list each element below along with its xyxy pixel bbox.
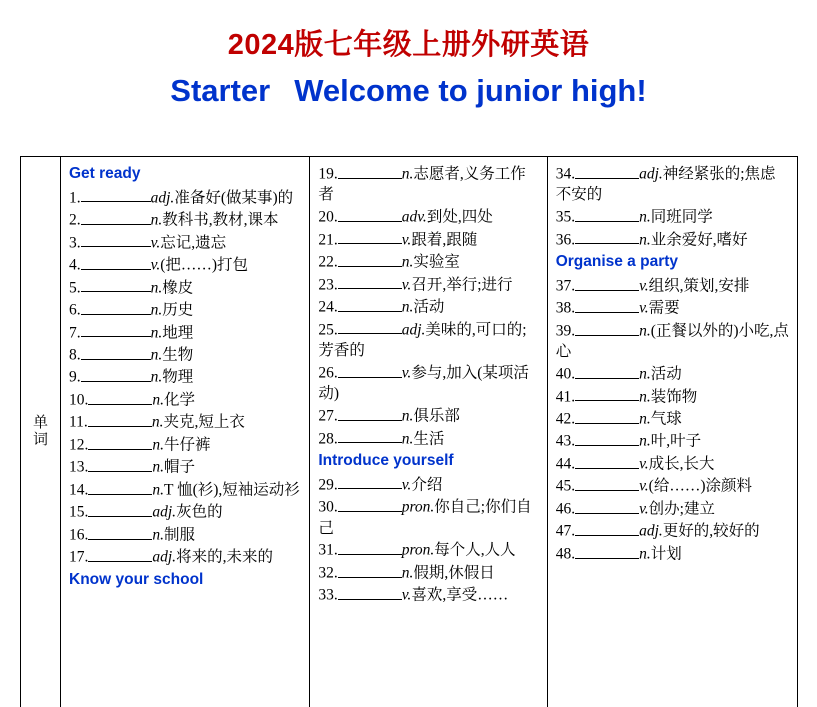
- entry-number: 31.: [318, 542, 338, 560]
- vocab-entry: [318, 405, 540, 427]
- entry-part-of-speech: n.: [639, 231, 651, 249]
- entry-part-of-speech: adj.: [639, 165, 663, 183]
- page-title-sub-starter: Starter: [170, 73, 271, 108]
- entry-number: 41.: [555, 388, 576, 406]
- entry-part-of-speech: v.: [639, 300, 649, 318]
- entry-chinese-meaning: 召开,举行;进行: [411, 276, 513, 294]
- vocab-entry: [318, 206, 540, 228]
- vocab-entry: [318, 163, 540, 206]
- vocab-entry: [556, 320, 791, 363]
- entry-part-of-speech: pron.: [401, 542, 435, 560]
- vocab-entry: [69, 322, 303, 344]
- entry-number: 9.: [69, 369, 81, 387]
- entry-part-of-speech: n.: [639, 388, 651, 406]
- entry-answer-blank[interactable]: [575, 475, 639, 491]
- entry-chinese-meaning: 成长,长大: [648, 455, 715, 473]
- entry-number: 2.: [69, 211, 81, 229]
- entry-part-of-speech: v.: [639, 455, 649, 473]
- entry-chinese-meaning: 志愿者,义务工作者: [318, 165, 526, 204]
- entry-part-of-speech: v.: [401, 476, 412, 494]
- entry-answer-blank[interactable]: [338, 539, 402, 555]
- entry-part-of-speech: n.: [401, 253, 414, 271]
- entry-number: 17.: [69, 549, 89, 567]
- entry-answer-blank[interactable]: [88, 456, 152, 472]
- vocab-entry: [318, 562, 540, 584]
- entry-number: 46.: [555, 500, 576, 518]
- entry-answer-blank[interactable]: [88, 434, 152, 450]
- entry-number: 26.: [318, 364, 338, 382]
- vocab-entry: [69, 501, 303, 523]
- vocab-entry: [69, 232, 303, 254]
- entry-chinese-meaning: 活动: [650, 365, 682, 383]
- section-heading: Get ready: [69, 165, 141, 182]
- entry-part-of-speech: n.: [150, 346, 163, 364]
- page-title-sub-welcome: Welcome to junior high!: [294, 73, 647, 108]
- entry-answer-blank[interactable]: [575, 408, 639, 424]
- entry-part-of-speech: n.: [150, 324, 163, 342]
- table-column-1: [61, 157, 310, 707]
- entry-number: 43.: [555, 433, 576, 451]
- entry-chinese-meaning: 到处,四处: [426, 208, 493, 226]
- entry-number: 36.: [555, 231, 576, 249]
- entry-answer-blank[interactable]: [338, 362, 402, 378]
- vocab-entry: [556, 430, 791, 452]
- vocab-entry: [556, 498, 791, 520]
- entry-part-of-speech: n.: [639, 365, 651, 383]
- vocab-entry: [556, 363, 791, 385]
- entry-answer-blank[interactable]: [575, 297, 639, 313]
- vocab-entry: [318, 428, 540, 450]
- entry-part-of-speech: pron.: [401, 498, 435, 516]
- entry-chinese-meaning: 叶,叶子: [650, 433, 702, 451]
- entry-answer-blank[interactable]: [81, 209, 151, 225]
- vocab-entry: [69, 366, 303, 388]
- entry-part-of-speech: v.: [401, 276, 412, 294]
- entry-part-of-speech: v.: [401, 231, 412, 249]
- entry-answer-blank[interactable]: [338, 562, 402, 578]
- entry-number: 6.: [69, 301, 81, 319]
- entry-chinese-meaning: 俱乐部: [413, 407, 460, 425]
- entry-number: 11.: [69, 414, 88, 432]
- entry-part-of-speech: adj.: [639, 523, 663, 541]
- entry-chinese-meaning: 橡皮: [162, 279, 194, 297]
- entry-chinese-meaning: 牛仔裤: [164, 436, 211, 454]
- entry-chinese-meaning: T 恤(衫),短袖运动衫: [164, 481, 300, 499]
- entry-number: 30.: [318, 498, 338, 516]
- entry-number: 13.: [69, 459, 89, 477]
- vocab-entry: [69, 254, 303, 276]
- entry-chinese-meaning: 活动: [413, 298, 445, 316]
- entry-answer-blank[interactable]: [575, 386, 639, 402]
- entry-number: 24.: [318, 298, 338, 316]
- vocab-entry: [556, 520, 791, 542]
- entry-number: 16.: [69, 526, 89, 544]
- entry-number: 39.: [555, 322, 576, 340]
- entry-part-of-speech: v.: [639, 277, 649, 295]
- entry-chinese-meaning: 装饰物: [650, 388, 698, 406]
- entry-number: 48.: [555, 545, 576, 563]
- entry-chinese-meaning: 帽子: [164, 459, 196, 477]
- entry-chinese-meaning: 生活: [413, 430, 445, 448]
- entry-answer-blank[interactable]: [81, 322, 151, 338]
- entry-number: 44.: [555, 455, 576, 473]
- entry-chinese-meaning: 介绍: [411, 476, 443, 494]
- entry-part-of-speech: adj.: [401, 321, 426, 339]
- entry-answer-blank[interactable]: [88, 479, 152, 495]
- section-heading: Know your school: [69, 570, 204, 588]
- entry-number: 42.: [555, 410, 576, 428]
- entry-chinese-meaning: (把……)打包: [160, 256, 249, 274]
- entry-chinese-meaning: 跟着,跟随: [411, 231, 478, 249]
- entry-answer-blank[interactable]: [338, 229, 402, 245]
- entry-part-of-speech: n.: [151, 414, 164, 432]
- entry-chinese-meaning: 实验室: [413, 253, 460, 271]
- entry-part-of-speech: v.: [639, 478, 649, 496]
- entry-part-of-speech: v.: [639, 500, 649, 518]
- entry-chinese-meaning: 忘记,遗忘: [160, 234, 227, 252]
- entry-chinese-meaning: 组织,策划,安排: [648, 277, 750, 295]
- entry-number: 8.: [69, 346, 81, 364]
- vocab-entry: [69, 524, 303, 546]
- entry-answer-blank[interactable]: [575, 206, 639, 222]
- entry-part-of-speech: n.: [152, 436, 164, 454]
- entry-chinese-meaning: 气球: [650, 410, 682, 428]
- entry-part-of-speech: adv.: [401, 208, 427, 226]
- entry-part-of-speech: adj.: [150, 189, 175, 207]
- entry-number: 1.: [69, 189, 81, 207]
- entry-answer-blank[interactable]: [81, 254, 151, 270]
- section-heading: Organise a party: [555, 253, 679, 271]
- entry-answer-blank[interactable]: [81, 344, 151, 360]
- entry-number: 27.: [318, 407, 338, 425]
- table-column-2: [310, 157, 547, 707]
- row-label-text: 单词: [32, 414, 48, 448]
- vocab-entry: [69, 299, 303, 321]
- vocab-entry: [556, 206, 791, 228]
- vocab-entry: [69, 479, 303, 501]
- entry-answer-blank[interactable]: [88, 389, 152, 405]
- entry-chinese-meaning: (给……)涂颜料: [648, 478, 752, 496]
- entry-answer-blank[interactable]: [81, 232, 151, 248]
- entry-chinese-meaning: 灰色的: [176, 504, 223, 522]
- entry-answer-blank[interactable]: [575, 520, 639, 536]
- vocab-entry: [69, 389, 303, 411]
- entry-chinese-meaning: 参与,加入(某项活动): [318, 364, 529, 403]
- entry-number: 5.: [69, 279, 81, 297]
- entry-chinese-meaning: 物理: [162, 369, 194, 387]
- entry-answer-blank[interactable]: [338, 163, 402, 179]
- entry-chinese-meaning: 神经紧张的;焦虑不安的: [555, 165, 776, 204]
- entry-number: 15.: [69, 504, 89, 522]
- row-label-words: [21, 157, 61, 707]
- entry-answer-blank[interactable]: [338, 405, 402, 421]
- page-title-main: 2024版七年级上册外研英语: [227, 29, 590, 61]
- vocab-entry: [69, 546, 303, 568]
- entry-chinese-meaning: 创办;建立: [648, 500, 715, 518]
- entry-answer-blank[interactable]: [338, 496, 402, 512]
- entry-chinese-meaning: 你自己;你们自己: [318, 498, 532, 537]
- vocab-entry: [69, 187, 303, 209]
- entry-answer-blank[interactable]: [81, 187, 151, 203]
- entry-answer-blank[interactable]: [338, 274, 402, 290]
- entry-part-of-speech: v.: [401, 364, 412, 382]
- entry-chinese-meaning: 生物: [162, 346, 194, 364]
- vocab-entry: [556, 408, 791, 430]
- entry-chinese-meaning: 计划: [650, 545, 682, 563]
- entry-number: 21.: [318, 231, 338, 249]
- entry-part-of-speech: n.: [639, 208, 651, 226]
- entry-answer-blank[interactable]: [338, 584, 402, 600]
- entry-chinese-meaning: 制服: [164, 526, 196, 544]
- entry-part-of-speech: n.: [152, 391, 164, 409]
- document-page: [0, 22, 817, 707]
- entry-answer-blank[interactable]: [88, 501, 152, 517]
- entry-part-of-speech: n.: [150, 301, 163, 319]
- entry-answer-blank[interactable]: [575, 363, 639, 379]
- entry-chinese-meaning: 每个人,人人: [434, 542, 516, 560]
- vocab-entry: [69, 209, 303, 231]
- vocab-entry: [556, 163, 791, 206]
- section-heading: Introduce yourself: [318, 452, 454, 470]
- table-column-3: [548, 157, 797, 707]
- entry-answer-blank[interactable]: [81, 299, 151, 315]
- entry-part-of-speech: n.: [639, 410, 651, 428]
- entry-part-of-speech: n.: [401, 430, 414, 448]
- entry-answer-blank[interactable]: [81, 277, 151, 293]
- vocab-entry: [69, 411, 303, 433]
- entry-answer-blank[interactable]: [575, 430, 639, 446]
- entry-chinese-meaning: 将来的,未来的: [176, 549, 273, 567]
- vocab-entry: [318, 274, 540, 296]
- entry-answer-blank[interactable]: [575, 320, 639, 336]
- entry-number: 7.: [69, 324, 81, 342]
- entry-answer-blank[interactable]: [338, 428, 402, 444]
- entry-number: 23.: [318, 276, 338, 294]
- entry-chinese-meaning: 喜欢,享受……: [411, 587, 509, 605]
- entry-part-of-speech: n.: [152, 481, 164, 499]
- entry-number: 29.: [318, 476, 338, 494]
- vocab-entry: [318, 362, 540, 405]
- entry-answer-blank[interactable]: [575, 275, 639, 291]
- entry-chinese-meaning: 化学: [164, 391, 196, 409]
- vocab-entry: [69, 456, 303, 478]
- entry-chinese-meaning: 夹克,短上衣: [163, 414, 245, 432]
- vocab-entry: [556, 297, 791, 319]
- entry-number: 47.: [555, 523, 576, 541]
- entry-answer-blank[interactable]: [338, 251, 402, 267]
- entry-answer-blank[interactable]: [88, 546, 152, 562]
- entry-part-of-speech: n.: [401, 407, 414, 425]
- entry-answer-blank[interactable]: [88, 524, 152, 540]
- entry-answer-blank[interactable]: [575, 453, 639, 469]
- entry-chinese-meaning: 更好的,较好的: [662, 523, 760, 541]
- entry-chinese-meaning: 业余爱好,嗜好: [650, 231, 748, 249]
- entry-answer-blank[interactable]: [575, 163, 639, 179]
- entry-chinese-meaning: 同班同学: [650, 208, 713, 226]
- entry-number: 40.: [555, 365, 576, 383]
- entry-chinese-meaning: 假期,休假日: [413, 564, 495, 582]
- vocab-entry: [69, 344, 303, 366]
- vocab-entry: [318, 296, 540, 318]
- entry-chinese-meaning: 需要: [648, 300, 680, 318]
- entry-answer-blank[interactable]: [338, 474, 402, 490]
- vocab-entry: [318, 584, 540, 606]
- vocab-entry: [556, 475, 791, 497]
- entry-part-of-speech: n.: [150, 369, 163, 387]
- entry-number: 19.: [318, 165, 338, 183]
- entry-part-of-speech: n.: [401, 564, 414, 582]
- entry-part-of-speech: n.: [401, 298, 414, 316]
- entry-part-of-speech: n.: [401, 165, 414, 183]
- vocab-entry: [318, 496, 540, 539]
- entry-chinese-meaning: 美味的,可口的;芳香的: [318, 321, 527, 360]
- entry-part-of-speech: v.: [401, 587, 412, 605]
- vocab-entry: [318, 539, 540, 561]
- entry-chinese-meaning: 历史: [162, 301, 194, 319]
- vocab-entry: [318, 319, 540, 362]
- entry-number: 10.: [69, 391, 89, 409]
- entry-part-of-speech: adj.: [152, 549, 177, 567]
- entry-chinese-meaning: 准备好(做某事)的: [174, 189, 294, 207]
- entry-part-of-speech: v.: [150, 234, 161, 252]
- entry-number: 45.: [555, 478, 576, 496]
- entry-number: 38.: [555, 300, 576, 318]
- entry-number: 32.: [318, 564, 338, 582]
- entry-chinese-meaning: 教科书,教材,课本: [162, 211, 279, 229]
- entry-answer-blank[interactable]: [81, 366, 151, 382]
- vocab-entry: [69, 277, 303, 299]
- entry-part-of-speech: n.: [639, 545, 651, 563]
- entry-chinese-meaning: 地理: [162, 324, 194, 342]
- vocab-entry: [556, 275, 791, 297]
- entry-number: 35.: [555, 208, 576, 226]
- entry-answer-blank[interactable]: [575, 229, 639, 245]
- entry-number: 28.: [318, 430, 338, 448]
- entry-part-of-speech: n.: [152, 526, 164, 544]
- entry-number: 12.: [69, 436, 89, 454]
- entry-number: 14.: [69, 481, 89, 499]
- entry-number: 37.: [555, 277, 576, 295]
- vocab-entry: [318, 474, 540, 496]
- entry-number: 20.: [318, 208, 338, 226]
- entry-answer-blank[interactable]: [575, 543, 639, 559]
- entry-part-of-speech: n.: [639, 433, 651, 451]
- entry-answer-blank[interactable]: [338, 296, 402, 312]
- entry-part-of-speech: v.: [150, 256, 161, 274]
- entry-answer-blank[interactable]: [575, 498, 639, 514]
- vocab-entry: [556, 386, 791, 408]
- entry-number: 3.: [69, 234, 81, 252]
- entry-answer-blank[interactable]: [338, 319, 402, 335]
- entry-number: 22.: [318, 253, 338, 271]
- vocab-entry: [556, 543, 791, 565]
- vocab-entry: [318, 251, 540, 273]
- entry-part-of-speech: n.: [150, 279, 163, 297]
- entry-chinese-meaning: (正餐以外的)小吃,点心: [555, 322, 789, 361]
- vocab-entry: [556, 453, 791, 475]
- entry-number: 34.: [555, 165, 576, 183]
- vocab-entry: [69, 434, 303, 456]
- vocab-entry: [318, 229, 540, 251]
- entry-answer-blank[interactable]: [88, 411, 152, 427]
- entry-number: 33.: [318, 587, 338, 605]
- entry-answer-blank[interactable]: [338, 206, 402, 222]
- entry-part-of-speech: n.: [639, 322, 651, 340]
- entry-number: 25.: [318, 321, 338, 339]
- entry-number: 4.: [69, 256, 81, 274]
- entry-part-of-speech: n.: [152, 459, 164, 477]
- vocab-entry: [556, 229, 791, 251]
- vocabulary-table: [20, 156, 798, 707]
- page-title-sub: [0, 73, 817, 109]
- entry-part-of-speech: adj.: [152, 504, 177, 522]
- entry-part-of-speech: n.: [150, 211, 163, 229]
